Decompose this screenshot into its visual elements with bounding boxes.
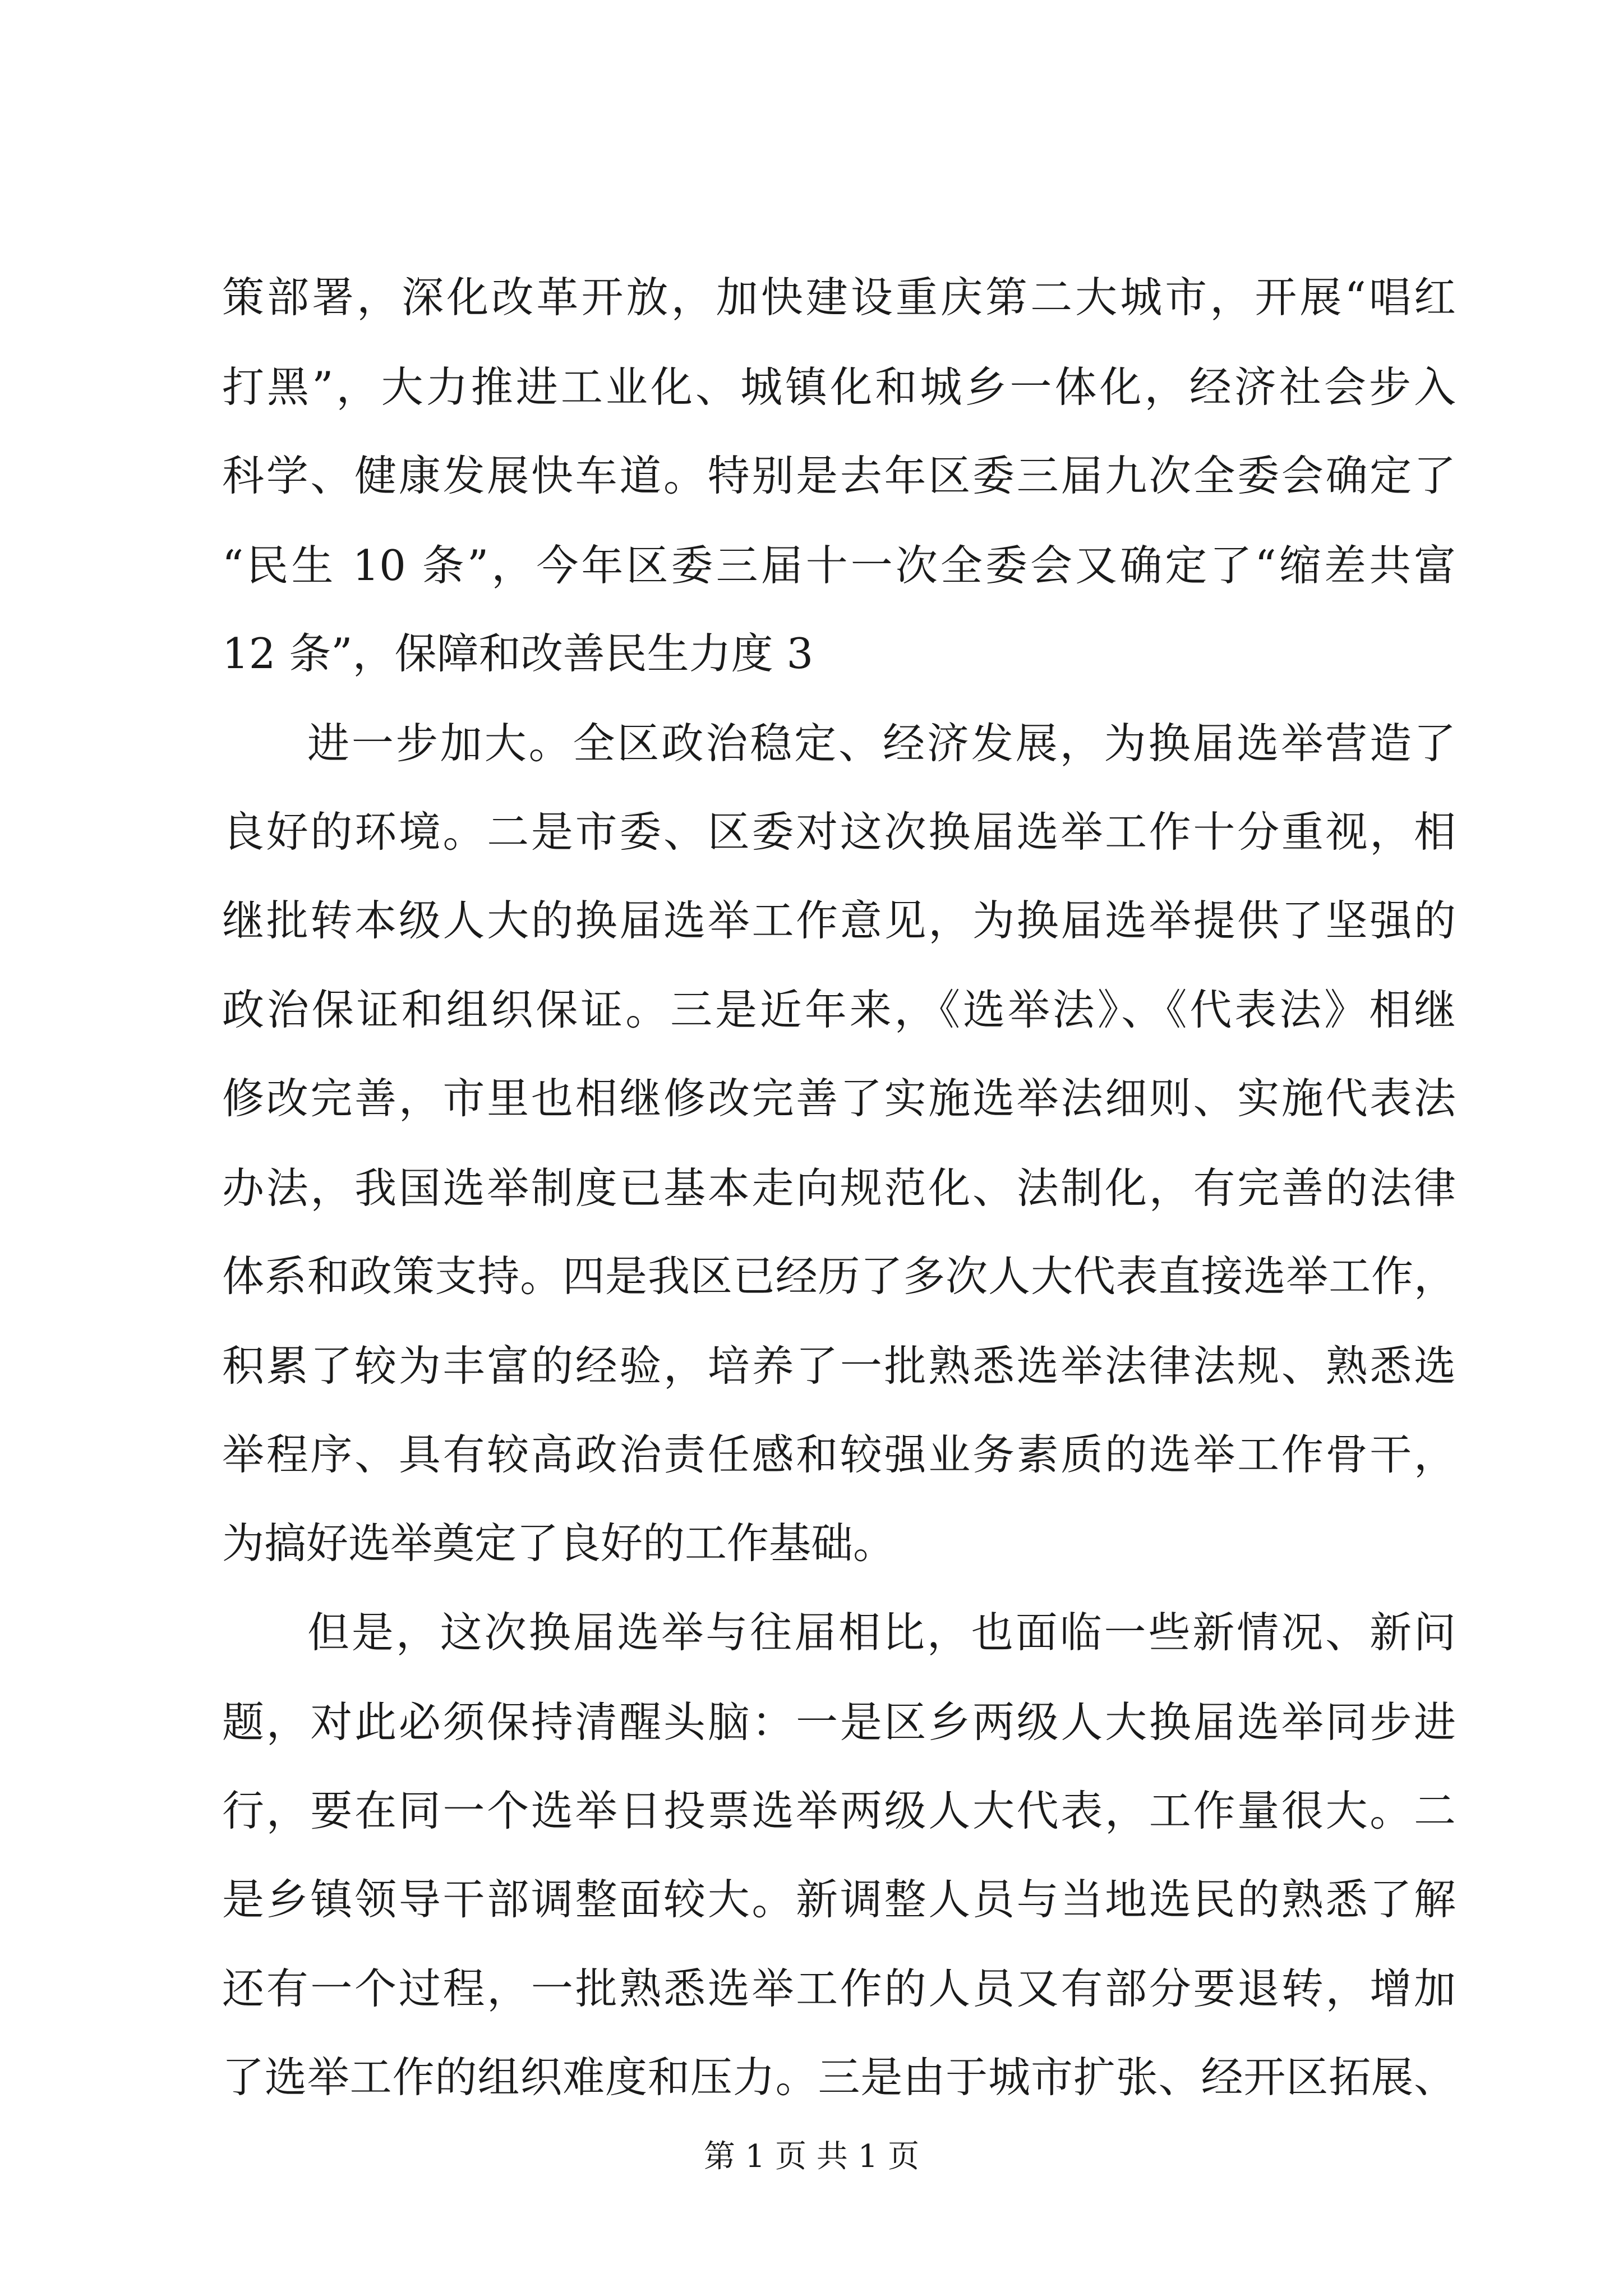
text-line: 还有一个过程，一批熟悉选举工作的人员又有部分要退转，增加: [222, 1964, 1456, 2013]
text-line: 体系和政策支持。四是我区已经历了多次人大代表直接选举工作，: [222, 1251, 1456, 1301]
text-line: 办法，我国选举制度已基本走向规范化、法制化，有完善的法律: [222, 1163, 1456, 1213]
text-line: 继批转本级人大的换届选举工作意见，为换届选举提供了坚强的: [222, 896, 1456, 945]
text-line: 科学、健康发展快车道。特别是去年区委三届九次全委会确定了: [222, 451, 1456, 500]
paragraph-first-line: 进一步加大。全区政治稳定、经济发展，为换届选举营造了: [307, 719, 1456, 768]
text-line: 为搞好选举奠定了良好的工作基础。: [222, 1519, 896, 1568]
text-line: 积累了较为丰富的经验，培养了一批熟悉选举法律法规、熟悉选: [222, 1341, 1456, 1391]
text-line: 政治保证和组织保证。三是近年来，《选举法》、《代表法》相继: [222, 985, 1456, 1034]
text-line: 了选举工作的组织难度和压力。三是由于城市扩张、经开区拓展、: [222, 2053, 1456, 2102]
paragraph-first-line: 但是，这次换届选举与往届相比，也面临一些新情况、新问: [307, 1608, 1456, 1657]
text-line: 12 条”，保障和改善民生力度 3: [222, 629, 814, 678]
text-line: 行，要在同一个选举日投票选举两级人大代表，工作量很大。二: [222, 1786, 1456, 1835]
text-line: 策部署，深化改革开放，加快建设重庆第二大城市，开展“唱红: [222, 273, 1456, 322]
page-footer: 第 1 页 共 1 页: [703, 2138, 920, 2175]
text-line: 打黑”，大力推进工业化、城镇化和城乡一体化，经济社会步入: [222, 362, 1456, 412]
text-line: 是乡镇领导干部调整面较大。新调整人员与当地选民的熟悉了解: [222, 1875, 1456, 1924]
text-line: “民生 10 条”，今年区委三届十一次全委会又确定了“缩差共富: [222, 541, 1456, 590]
text-line: 修改完善，市里也相继修改完善了实施选举法细则、实施代表法: [222, 1074, 1456, 1123]
text-line: 举程序、具有较高政治责任感和较强业务素质的选举工作骨干，: [222, 1430, 1456, 1479]
text-line: 良好的环境。二是市委、区委对这次换届选举工作十分重视，相: [222, 807, 1456, 857]
text-line: 题，对此必须保持清醒头脑：一是区乡两级人大换届选举同步进: [222, 1697, 1456, 1747]
